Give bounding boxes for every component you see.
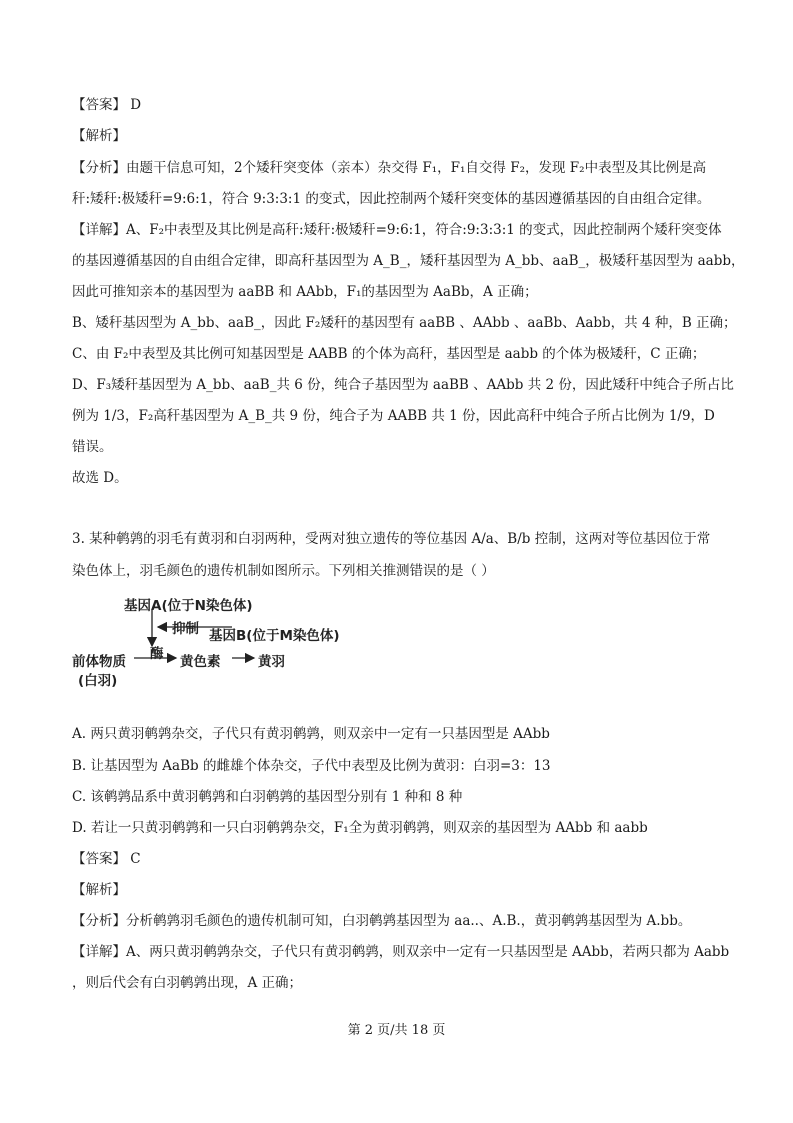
precursor-label: 前体物质 [72, 654, 126, 670]
question-3-line: 染色体上，羽毛颜色的遗传机制如图所示。下列相关推测错误的是（ ） [72, 563, 495, 579]
option-d: D. 若让一只黄羽鹌鹑和一只白羽鹌鹑杂交，F₁全为黄羽鹌鹑，则双亲的基因型为 AAbb 和 aabb [72, 820, 648, 836]
yellow-feather-label: 黄羽 [258, 654, 285, 670]
explanation-line: 例为 1/3，F₂高秆基因型为 A_B_共 9 份，纯合子为 AABB 共 1 份，因此高秆中纯合子所占比例为 1/9，D [72, 408, 715, 424]
explanation-line: B、矮秆基因型为 A_bb、aaB_，因此 F₂矮秆的基因型有 aaBB 、AAbb 、aaBb、Aabb，共 4 种，B 正确； [72, 315, 737, 331]
explanation-line: 【分析】分析鹌鹑羽毛颜色的遗传机制可知，白羽鹌鹑基因型为 aa..、A.B.，黄羽鹌鹑基因型为 A.bb。 [72, 913, 692, 929]
explanation-line: ，则后代会有白羽鹌鹑出现，A 正确； [72, 975, 303, 991]
option-c: C. 该鹌鹑品系中黄羽鹌鹑和白羽鹌鹑的基因型分别有 1 种和 8 种 [72, 789, 463, 805]
inhibit-label: 抑制 [172, 621, 199, 637]
analysis-label-1: 【解析】 [72, 128, 126, 144]
white-feather-label: (白羽) [78, 673, 118, 689]
explanation-line: 秆:矮秆:极矮秆=9:6:1，符合 9:3:3:1 的变式，因此控制两个矮秆突变体的基因遵循基因的自由组合定律。 [72, 191, 711, 207]
answer-value: C [130, 851, 141, 867]
enzyme-label: 酶 [150, 646, 164, 662]
answer-label: 【答案】 [72, 851, 126, 867]
option-a: A. 两只黄羽鹌鹑杂交，子代只有黄羽鹌鹑，则双亲中一定有一只基因型是 AAbb [72, 726, 550, 742]
explanation-line: 故选 D。 [72, 470, 128, 486]
inheritance-diagram [72, 592, 372, 688]
question-3-line: 3. 某种鹌鹑的羽毛有黄羽和白羽两种，受两对独立遗传的等位基因 A/a、B/b 控制，这两对等位基因位于常 [72, 531, 711, 547]
pigment-label: 黄色素 [180, 654, 221, 670]
explanation-line: 【详解】A、两只黄羽鹌鹑杂交，子代只有黄羽鹌鹑，则双亲中一定有一只基因型是 AAbb，若两只都为 Aabb [72, 944, 730, 960]
explanation-line: 【详解】A、F₂中表型及其比例是高秆:矮秆:极矮秆=9:6:1，符合:9:3:3:1 的变式，因此控制两个矮秆突变体 [72, 222, 722, 238]
explanation-line: 的基因遵循基因的自由组合定律，即高秆基因型为 A_B_，矮秆基因型为 A_bb、aaB_，极矮秆基因型为 aabb， [72, 253, 745, 269]
page-footer: 第 2 页/共 18 页 [347, 1023, 446, 1038]
answer-value: D [130, 97, 142, 113]
analysis-label-2: 【解析】 [72, 882, 126, 898]
option-b: B. 让基因型为 AaBb 的雌雄个体杂交，子代中表型及比例为黄羽：白羽=3：13 [72, 758, 551, 774]
answer-2 [72, 849, 141, 869]
gene-a-label: 基因A(位于N染色体) [124, 598, 253, 614]
explanation-line: 【分析】由题干信息可知，2个矮秆突变体（亲本）杂交得 F₁，F₁自交得 F₂，发现 F₂中表型及其比例是高 [72, 160, 707, 176]
answer-1 [72, 95, 141, 115]
answer-label: 【答案】 [72, 97, 126, 113]
explanation-line: C、由 F₂中表型及其比例可知基因型是 AABB 的个体为高秆，基因型是 aabb 的个体为极矮秆，C 正确； [72, 346, 706, 362]
explanation-line: 因此可推知亲本的基因型为 aaBB 和 AAbb，F₁的基因型为 AaBb，A 正确； [72, 284, 538, 300]
explanation-line: 错误。 [72, 439, 113, 455]
explanation-line: D、F₃矮秆基因型为 A_bb、aaB_共 6 份，纯合子基因型为 aaBB 、AAbb 共 2 份，因此矮秆中纯合子所占比 [72, 377, 734, 393]
gene-b-label: 基因B(位于M染色体) [209, 628, 340, 644]
